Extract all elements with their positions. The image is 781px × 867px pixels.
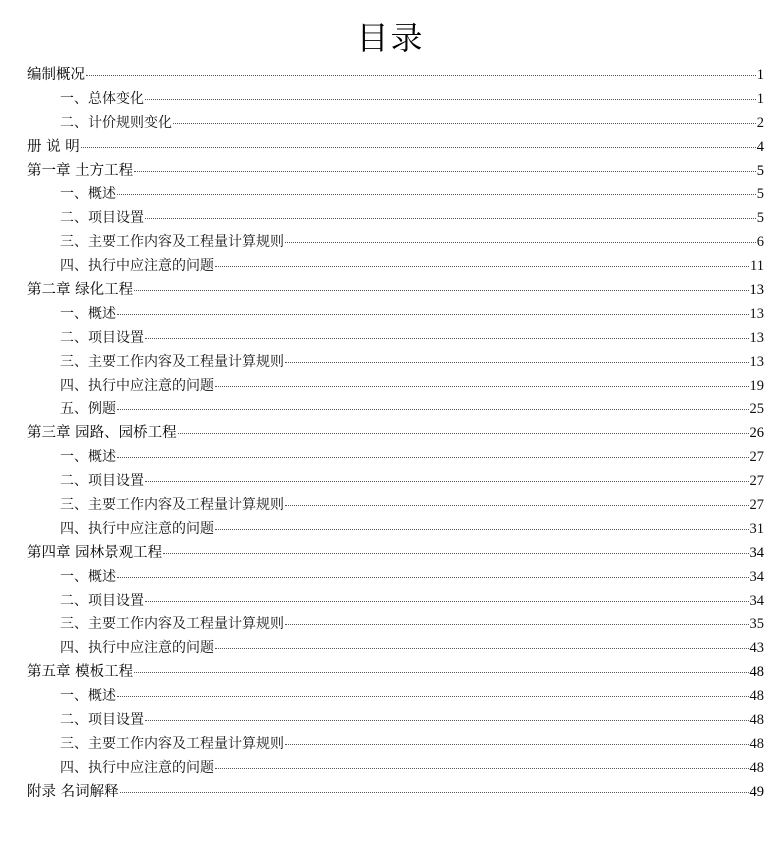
toc-section-entry[interactable] — [27, 518, 764, 542]
toc-entry-label: 二、项目设置 — [60, 592, 144, 609]
toc-dot-leader — [117, 409, 749, 410]
toc-page-number: 1 — [756, 67, 764, 83]
toc-entry-label: 附录 名词解释 — [27, 783, 119, 800]
page-title: 目录 — [356, 19, 425, 57]
toc-entry-label: 二、项目设置 — [60, 329, 144, 346]
toc-entry-label: 第一章 土方工程 — [27, 162, 134, 179]
toc-page-number: 1 — [756, 90, 764, 107]
toc-dot-leader — [215, 386, 749, 387]
toc-chapter-entry[interactable] — [27, 64, 764, 88]
toc-dot-leader — [178, 433, 749, 434]
toc-chapter-entry[interactable] — [27, 422, 764, 446]
toc-dot-leader — [134, 672, 748, 673]
toc-page-number: 48 — [749, 735, 764, 752]
toc-entry-label: 四、执行中应注意的问题 — [60, 520, 214, 537]
toc-page-number: 13 — [749, 305, 764, 322]
toc-dot-leader — [285, 362, 749, 363]
toc-dot-leader — [215, 648, 749, 649]
toc-list — [27, 64, 764, 805]
toc-dot-leader — [285, 242, 756, 243]
toc-dot-leader — [215, 529, 749, 530]
toc-entry-label: 二、计价规则变化 — [60, 114, 172, 131]
toc-dot-leader — [163, 553, 748, 554]
toc-page-number: 35 — [749, 616, 764, 633]
toc-section-entry[interactable] — [27, 446, 764, 470]
toc-page-number: 2 — [756, 114, 764, 131]
toc-section-entry[interactable] — [27, 566, 764, 590]
toc-section-entry[interactable] — [27, 757, 764, 781]
toc-entry-label: 三、主要工作内容及工程量计算规则 — [60, 616, 284, 633]
toc-page-number: 4 — [756, 138, 764, 155]
toc-entry-label: 三、主要工作内容及工程量计算规则 — [60, 234, 284, 251]
toc-section-entry[interactable] — [27, 590, 764, 614]
toc-page-number: 11 — [750, 258, 764, 275]
toc-section-entry[interactable] — [27, 398, 764, 422]
toc-entry-label: 册 说 明 — [27, 138, 80, 155]
toc-page-number: 49 — [749, 783, 764, 800]
toc-dot-leader — [145, 601, 749, 602]
toc-entry-label: 一、概述 — [60, 186, 116, 203]
toc-page-number: 19 — [749, 377, 764, 394]
toc-entry-label: 四、执行中应注意的问题 — [60, 759, 214, 776]
toc-dot-leader — [134, 290, 748, 291]
toc-section-entry[interactable] — [27, 470, 764, 494]
toc-chapter-entry[interactable] — [27, 136, 764, 160]
toc-page-number: 34 — [749, 544, 764, 561]
toc-dot-leader — [117, 577, 749, 578]
toc-entry-label: 一、概述 — [60, 305, 116, 322]
toc-entry-label: 五、例题 — [60, 401, 116, 418]
toc-dot-leader — [81, 147, 756, 148]
toc-page-number: 5 — [756, 186, 764, 203]
toc-page-number: 5 — [756, 162, 764, 179]
toc-page-number: 13 — [749, 282, 764, 299]
toc-page-number: 13 — [749, 329, 764, 346]
toc-section-entry[interactable] — [27, 351, 764, 375]
toc-page-number: 13 — [749, 353, 764, 370]
toc-entry-label: 二、项目设置 — [60, 712, 144, 729]
toc-dot-leader — [145, 99, 756, 100]
toc-section-entry[interactable] — [27, 303, 764, 327]
toc-chapter-entry[interactable] — [27, 279, 764, 303]
toc-section-entry[interactable] — [27, 375, 764, 399]
toc-entry-label: 编制概况 — [27, 67, 85, 83]
toc-page-number: 6 — [756, 234, 764, 251]
toc-page-number: 43 — [749, 640, 764, 657]
toc-entry-label: 二、项目设置 — [60, 210, 144, 227]
toc-entry-label: 四、执行中应注意的问题 — [60, 640, 214, 657]
toc-dot-leader — [145, 218, 756, 219]
toc-section-entry[interactable] — [27, 733, 764, 757]
toc-dot-leader — [117, 194, 756, 195]
toc-chapter-entry[interactable] — [27, 781, 764, 805]
toc-page-number: 48 — [749, 688, 764, 705]
toc-section-entry[interactable] — [27, 183, 764, 207]
toc-page-number: 26 — [749, 425, 764, 442]
toc-section-entry[interactable] — [27, 88, 764, 112]
toc-page-number: 27 — [749, 497, 764, 514]
toc-dot-leader — [285, 505, 749, 506]
toc-chapter-entry[interactable] — [27, 542, 764, 566]
toc-section-entry[interactable] — [27, 685, 764, 709]
toc-dot-leader — [117, 696, 749, 697]
toc-entry-label: 四、执行中应注意的问题 — [60, 258, 214, 275]
toc-page-number: 48 — [749, 759, 764, 776]
toc-entry-label: 第二章 绿化工程 — [27, 282, 134, 299]
toc-page-number: 48 — [749, 664, 764, 681]
toc-page-number: 31 — [749, 520, 764, 537]
toc-dot-leader — [117, 457, 749, 458]
toc-page-number: 34 — [749, 592, 764, 609]
toc-page-number: 5 — [756, 210, 764, 227]
toc-section-entry[interactable] — [27, 709, 764, 733]
toc-section-entry[interactable] — [27, 494, 764, 518]
toc-page-number: 25 — [749, 401, 764, 418]
toc-entry-label: 第四章 园林景观工程 — [27, 544, 163, 561]
toc-dot-leader — [145, 481, 749, 482]
toc-dot-leader — [215, 266, 749, 267]
toc-entry-label: 第三章 园路、园桥工程 — [27, 425, 177, 442]
toc-chapter-entry[interactable] — [27, 160, 764, 184]
toc-entry-label: 一、概述 — [60, 449, 116, 466]
toc-dot-leader — [285, 744, 749, 745]
toc-entry-label: 三、主要工作内容及工程量计算规则 — [60, 353, 284, 370]
toc-page-number: 34 — [749, 568, 764, 585]
toc-dot-leader — [215, 768, 749, 769]
toc-entry-label: 二、项目设置 — [60, 473, 144, 490]
toc-section-entry[interactable] — [27, 613, 764, 637]
toc-entry-label: 一、总体变化 — [60, 90, 144, 107]
toc-entry-label: 一、概述 — [60, 568, 116, 585]
toc-entry-label: 三、主要工作内容及工程量计算规则 — [60, 735, 284, 752]
toc-dot-leader — [173, 123, 756, 124]
toc-section-entry[interactable] — [27, 637, 764, 661]
toc-section-entry[interactable] — [27, 255, 764, 279]
toc-page-number: 27 — [749, 473, 764, 490]
toc-dot-leader — [145, 338, 749, 339]
toc-dot-leader — [285, 624, 749, 625]
toc-dot-leader — [145, 720, 749, 721]
toc-entry-label: 四、执行中应注意的问题 — [60, 377, 214, 394]
toc-section-entry[interactable] — [27, 207, 764, 231]
toc-section-entry[interactable] — [27, 112, 764, 136]
toc-dot-leader — [134, 171, 756, 172]
toc-section-entry[interactable] — [27, 231, 764, 255]
toc-section-entry[interactable] — [27, 327, 764, 351]
toc-entry-label: 三、主要工作内容及工程量计算规则 — [60, 497, 284, 514]
toc-entry-label: 一、概述 — [60, 688, 116, 705]
toc-page-number: 27 — [749, 449, 764, 466]
toc-entry-label: 第五章 模板工程 — [27, 664, 134, 681]
toc-dot-leader — [120, 792, 749, 793]
toc-page-number: 48 — [749, 712, 764, 729]
toc-dot-leader — [117, 314, 749, 315]
toc-chapter-entry[interactable] — [27, 661, 764, 685]
toc-dot-leader — [86, 75, 756, 76]
